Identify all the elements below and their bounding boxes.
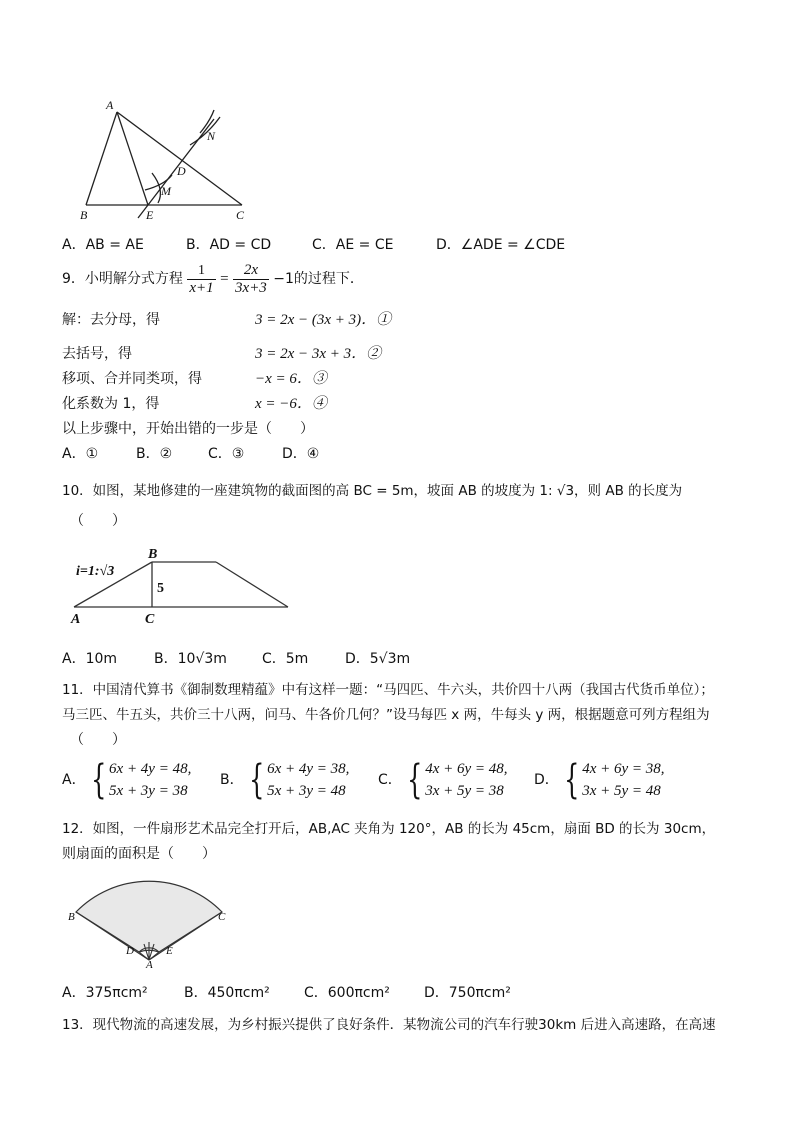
q9-step2-label: 去括号，得	[62, 346, 132, 362]
q8-line-ae	[117, 112, 148, 205]
q12-stem-line2: 则扇面的面积是（ ）	[62, 846, 216, 862]
q12-figure	[62, 868, 232, 968]
q10-stem-line2: （ ）	[70, 513, 126, 529]
q12-option-a: A．375πcm²	[62, 985, 148, 1001]
q12-label-a: A	[146, 959, 153, 968]
q8-label-c: C	[236, 208, 245, 222]
q10-height-label: 5	[157, 581, 164, 596]
q12-label-b: B	[68, 911, 75, 923]
q11-option-c: C． { 4x + 6y = 48, 3x + 5y = 38	[378, 757, 508, 803]
q13-stem-line1: 13．现代物流的高速发展，为乡村振兴提供了良好条件．某物流公司的汽车行驶30km 后进入高速路，在高速	[62, 1017, 716, 1033]
q12-fan-surface	[76, 881, 222, 952]
q8-perp-bisector	[138, 119, 214, 218]
q9-step1-label: 解：去分母，得	[62, 312, 160, 328]
q9-fraction-left: $\frac{1}{x+1}$	[189, 262, 214, 296]
q10-option-c: C．5m	[262, 651, 309, 667]
q11-stem-line3: （ ）	[70, 732, 126, 748]
q8-line-ab	[86, 112, 117, 205]
q12-label-e: E	[166, 945, 173, 957]
q11-option-d: D． { 4x + 6y = 38, 3x + 5y = 48	[534, 757, 665, 803]
q9-step3-eq: −x = 6．③	[255, 371, 327, 387]
q9-fraction-right: $\frac{2x}{3x+3}$	[235, 261, 267, 296]
q8-label-m: M	[161, 184, 171, 198]
q8-label-n: N	[207, 129, 216, 143]
q9-option-b: B．②	[136, 446, 173, 462]
q9-option-c: C．③	[208, 446, 245, 462]
q9-step1-eq: 3 = 2x − (3x + 3)．①	[255, 312, 392, 328]
q12-option-d: D．750πcm²	[424, 985, 511, 1001]
q9-option-d: D．④	[282, 446, 320, 462]
q10-option-a: A．10m	[62, 651, 118, 667]
q8-label-a: A	[106, 98, 114, 112]
q10-label-c: C	[145, 612, 155, 627]
q12-stem-line1: 12．如图，一件扇形艺术品完全打开后，AB,AC 夹角为 120°，AB 的长为 45cm，扇面 BD 的长为 30cm，	[62, 821, 716, 837]
q9-option-a: A．①	[62, 446, 99, 462]
q10-option-b: B．10√3m	[154, 651, 227, 667]
q10-stem-line1: 10．如图，某地修建的一座建筑物的截面图的高 BC = 5m，坡面 AB 的坡度为 1: √3，则 AB 的长度为	[62, 483, 683, 499]
q11-option-a: A． { 6x + 4y = 48, 5x + 3y = 38	[62, 757, 192, 803]
q12-option-b: B．450πcm²	[184, 985, 270, 1001]
q9-stem: 9．小明解分式方程 $\frac{1}{x+1}$ = $\frac{2x}{3x+3}$ −1的过程下．	[62, 261, 364, 296]
q10-label-a: A	[71, 612, 81, 627]
q9-step4-label: 化系数为 1，得	[62, 396, 160, 412]
q8-option-a: A．AB = AE	[62, 237, 144, 253]
q8-line-ac	[117, 112, 242, 205]
q10-label-b: B	[148, 547, 158, 562]
q9-tail: −1的过程下．	[273, 271, 364, 287]
q12-option-c: C．600πcm²	[304, 985, 390, 1001]
q9-question: 以上步骤中，开始出错的一步是（ ）	[62, 421, 314, 437]
q10-figure	[64, 545, 299, 630]
q9-step2-eq: 3 = 2x − 3x + 3．②	[255, 346, 382, 362]
q8-option-d: D．∠ADE = ∠CDE	[436, 237, 566, 253]
q9-step3-label: 移项、合并同类项，得	[62, 371, 202, 387]
q8-label-d: D	[177, 164, 186, 178]
q12-label-d: D	[126, 945, 134, 957]
q11-option-b: B． { 6x + 4y = 38, 5x + 3y = 48	[220, 757, 350, 803]
q10-option-d: D．5√3m	[345, 651, 411, 667]
q8-option-c: C．AE = CE	[312, 237, 394, 253]
q9-step4-eq: x = −6．④	[255, 396, 327, 412]
q11-stem-line2: 马三匹、牛五头，共价三十八两，问马、牛各价几何？”设马每匹 x 两，牛每头 y 两，根据题意可列方程组为	[62, 707, 710, 723]
q8-figure	[60, 95, 280, 230]
q10-slope-label: i=1:√3	[76, 564, 115, 579]
q8-label-e: E	[146, 208, 154, 222]
q12-label-c: C	[218, 911, 226, 923]
q8-option-b: B．AD = CD	[186, 237, 272, 253]
q11-stem-line1: 11．中国清代算书《御制数理精蕴》中有这样一题：“马四匹、牛六头，共价四十八两（我国古代货币单位）；	[62, 682, 714, 698]
q9-prefix: 9．小明解分式方程	[62, 271, 183, 287]
q8-label-b: B	[80, 208, 88, 222]
